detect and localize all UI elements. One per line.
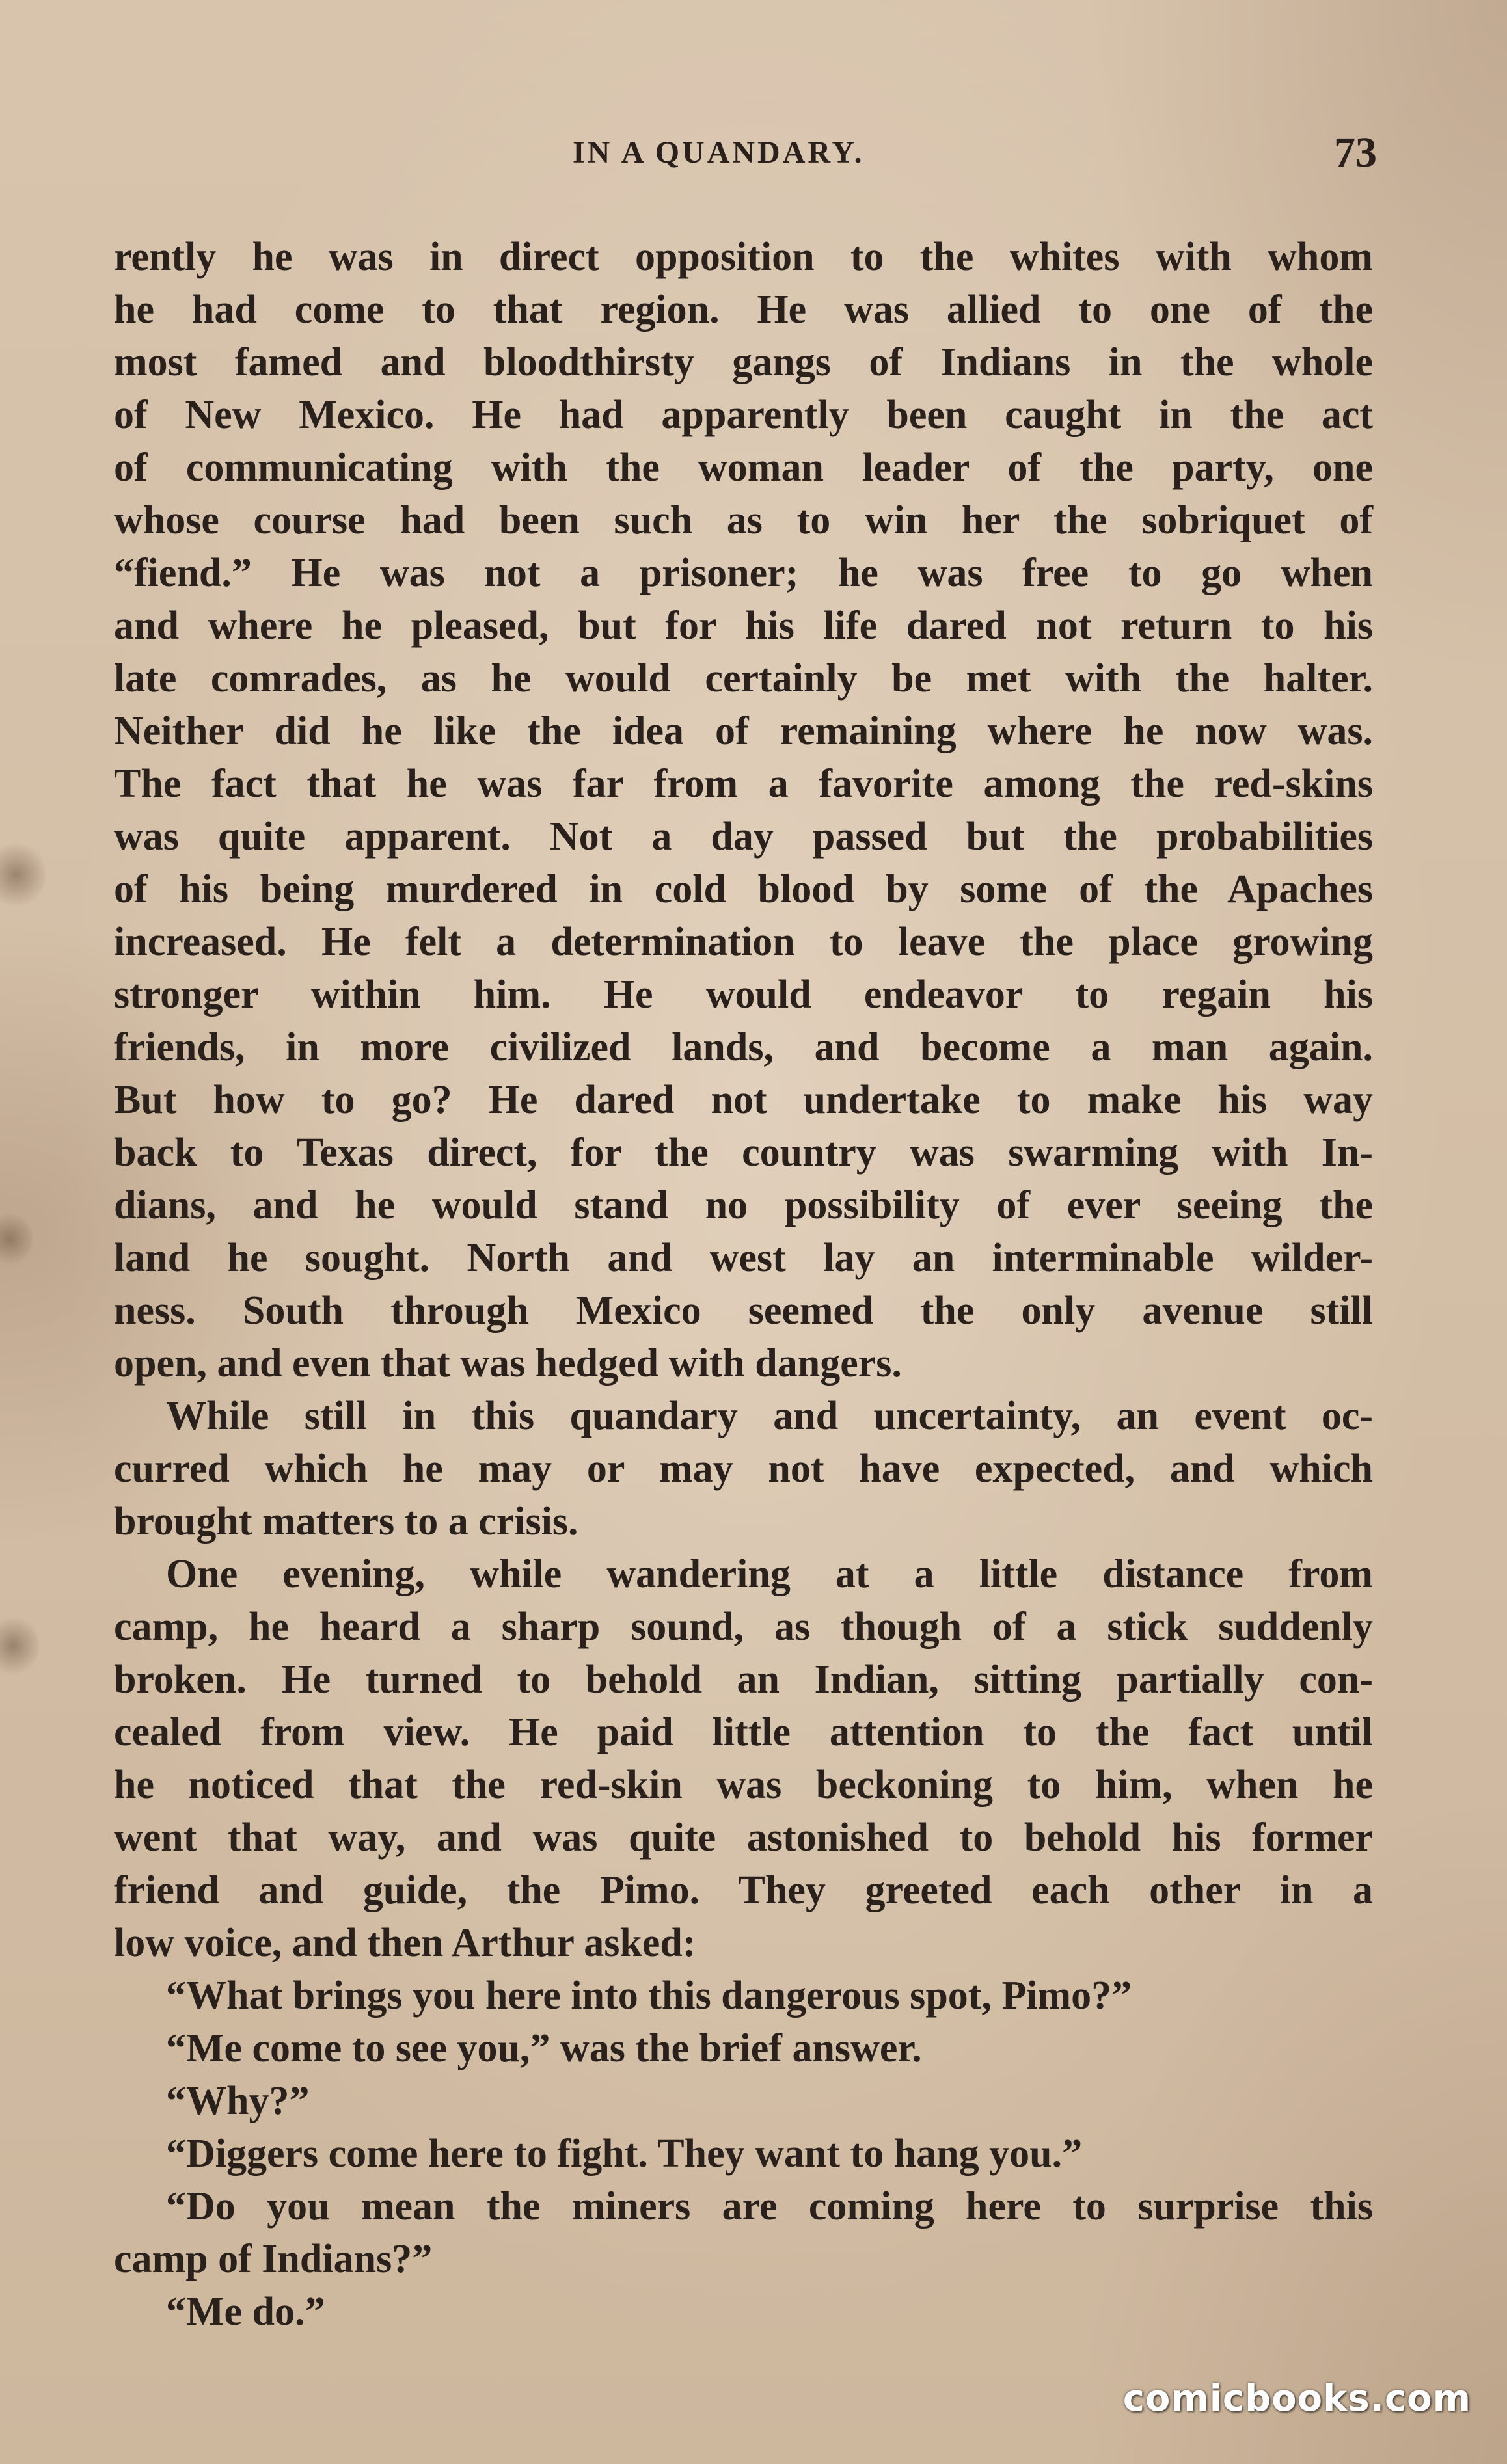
text-line: curred which he may or may not have expected, and which (114, 1447, 1373, 1491)
running-head (0, 130, 1507, 176)
text-line: dians, and he would stand no possibility of ever seeing the (114, 1183, 1373, 1227)
binding-hole (0, 1613, 39, 1678)
running-title: IN A QUANDARY. (573, 135, 865, 170)
text-line: went that way, and was quite astonished to behold his former (114, 1815, 1373, 1860)
text-line: stronger within him. He would endeavor to regain his (114, 972, 1373, 1017)
text-line: ness. South through Mexico seemed the only avenue still (114, 1289, 1373, 1333)
text-line: camp, he heard a sharp sound, as though of a stick suddenly (114, 1605, 1373, 1649)
text-line: friends, in more civilized lands, and become a man again. (114, 1025, 1373, 1069)
text-line: late comrades, as he would certainly be met with the halter. (114, 656, 1373, 701)
text-line: whose course had been such as to win her the sobriquet of (114, 498, 1373, 542)
text-line: was quite apparent. Not a day passed but the probabilities (114, 814, 1373, 859)
text-line: he had come to that region. He was allied to one of the (114, 288, 1373, 332)
text-line: increased. He felt a determination to leave the place growing (114, 920, 1373, 964)
text-line: “fiend.” He was not a prisoner; he was free to go when (114, 551, 1373, 595)
text-line: camp of Indians?” (114, 2237, 433, 2281)
text-line: of his being murdered in cold blood by some of the Apaches (114, 867, 1373, 911)
text-line: of communicating with the woman leader of the party, one (114, 446, 1373, 490)
text-line: One evening, while wandering at a little distance from (166, 1552, 1373, 1596)
text-line: low voice, and then Arthur asked: (114, 1921, 696, 1965)
text-line: But how to go? He dared not undertake to make his way (114, 1078, 1373, 1122)
binding-hole (0, 1210, 33, 1268)
body-text (114, 231, 1373, 2338)
text-line: “Me do.” (166, 2290, 325, 2334)
text-line: “Why?” (166, 2079, 310, 2123)
watermark-logo: comicbooks.com (1122, 2377, 1471, 2420)
text-line: “Diggers come here to fight. They want to hang you.” (166, 2132, 1083, 2176)
binding-hole (0, 839, 46, 911)
text-line: brought matters to a crisis. (114, 1499, 578, 1544)
text-line: The fact that he was far from a favorite among the red-skins (114, 762, 1373, 806)
text-line: broken. He turned to behold an Indian, sitting partially con- (114, 1657, 1373, 1702)
text-line: “What brings you here into this dangerous spot, Pimo?” (166, 1974, 1132, 2018)
text-line: of New Mexico. He had apparently been caught in the act (114, 393, 1373, 437)
text-line: rently he was in direct opposition to the whites with whom (114, 235, 1373, 279)
text-line: back to Texas direct, for the country was swarming with In- (114, 1131, 1373, 1175)
text-line: and where he pleased, but for his life dared not return to his (114, 604, 1373, 648)
text-line: he noticed that the red-skin was beckoning to him, when he (114, 1763, 1373, 1807)
text-line: open, and even that was hedged with dangers. (114, 1341, 902, 1386)
text-line: While still in this quandary and uncertainty, an event oc- (166, 1394, 1373, 1438)
text-line: “Me come to see you,” was the brief answer. (166, 2026, 922, 2070)
page-number: 73 (1334, 129, 1377, 176)
text-line: land he sought. North and west lay an interminable wilder- (114, 1236, 1373, 1280)
text-line: “Do you mean the miners are coming here to surprise this (166, 2184, 1373, 2229)
text-line: friend and guide, the Pimo. They greeted each other in a (114, 1868, 1373, 1912)
text-line: Neither did he like the idea of remaining where he now was. (114, 709, 1373, 753)
text-line: cealed from view. He paid little attention to the fact until (114, 1710, 1373, 1754)
text-line: most famed and bloodthirsty gangs of Indians in the whole (114, 340, 1373, 384)
